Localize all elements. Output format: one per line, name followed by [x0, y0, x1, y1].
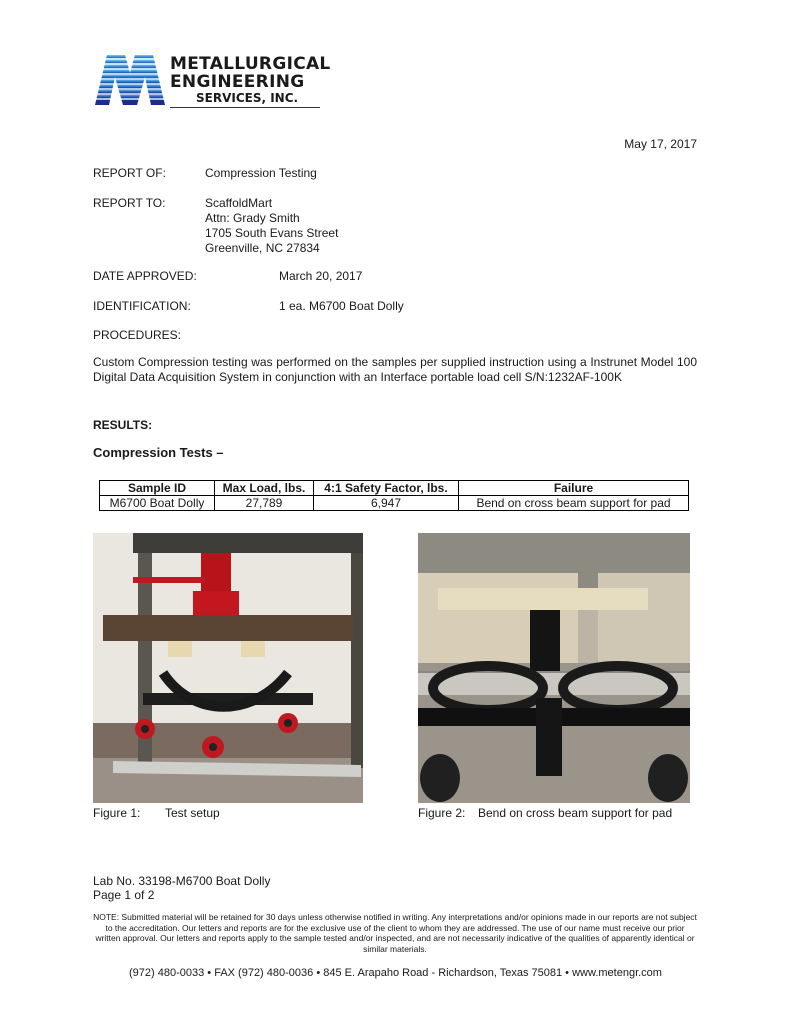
column-header: Max Load, lbs. [215, 481, 314, 496]
page-number: Page 1 of 2 [93, 888, 155, 902]
logo-line-1: METALLURGICAL [170, 54, 331, 74]
table-row [100, 496, 689, 511]
date-approved-label: DATE APPROVED: [93, 269, 197, 283]
table-cell: M6700 Boat Dolly [100, 496, 215, 511]
report-of-label: REPORT OF: [93, 166, 166, 180]
lab-number: Lab No. 33198-M6700 Boat Dolly [93, 874, 271, 888]
report-of-value: Compression Testing [205, 166, 317, 180]
results-table [99, 480, 689, 511]
figure-1-caption: Test setup [165, 806, 220, 820]
address-line: ScaffoldMart [205, 196, 273, 210]
address-line: 1705 South Evans Street [205, 226, 339, 240]
table-cell: Bend on cross beam support for pad [459, 496, 689, 511]
logo-line-2: ENGINEERING [170, 72, 305, 92]
compression-tests-heading: Compression Tests – [93, 445, 224, 460]
results-label: RESULTS: [93, 418, 153, 432]
procedures-text: Custom Compression testing was performed on the samples per supplied instruction using a Instrunet Model 100 Digital Data Acquisition System in conjunction with an Interface portable load cell S/N:1232AF-100K [93, 355, 697, 384]
report-to-label: REPORT TO: [93, 196, 166, 210]
disclaimer-note: NOTE: Submitted material will be retained for 30 days unless otherwise notified in writing. Any interpretations and/or opinions made in our reports are not subject to the accreditation. Our letters and reports are for the exclusive use of the client to whom they are addressed. The use of our name must receive our prior written approval. Our letters and reports apply to the sample tested and/or inspected, and are not necessarily indicative of the qualities of apparently identical or similar materials. [93, 912, 697, 954]
identification-label: IDENTIFICATION: [93, 299, 191, 313]
logo-line-3: SERVICES, INC. [196, 91, 299, 105]
column-header: 4:1 Safety Factor, lbs. [314, 481, 459, 496]
column-header: Failure [459, 481, 689, 496]
identification-value: 1 ea. M6700 Boat Dolly [279, 299, 404, 313]
company-contact-line: (972) 480-0033 • FAX (972) 480-0036 • 845 E. Arapaho Road - Richardson, Texas 75081 • www.metengr.com [129, 967, 662, 979]
column-header: Sample ID [100, 481, 215, 496]
table-cell: 6,947 [314, 496, 459, 511]
figure-2-photo [418, 533, 690, 803]
address-line: Attn: Grady Smith [205, 211, 300, 225]
logo-divider [170, 107, 320, 108]
report-date: May 17, 2017 [624, 137, 697, 151]
table-cell: 27,789 [215, 496, 314, 511]
report-to-address [205, 196, 338, 256]
company-logo-mark [95, 55, 165, 105]
table-header-row [100, 481, 689, 496]
address-line: Greenville, NC 27834 [205, 241, 320, 255]
procedures-label: PROCEDURES: [93, 328, 182, 342]
figure-2-caption: Bend on cross beam support for pad [478, 806, 673, 820]
figure-2-number: Figure 2: [418, 806, 466, 820]
figure-1-number: Figure 1: [93, 806, 141, 820]
company-logo-text [170, 55, 331, 105]
date-approved-value: March 20, 2017 [279, 269, 363, 283]
figure-1-photo [93, 533, 363, 803]
